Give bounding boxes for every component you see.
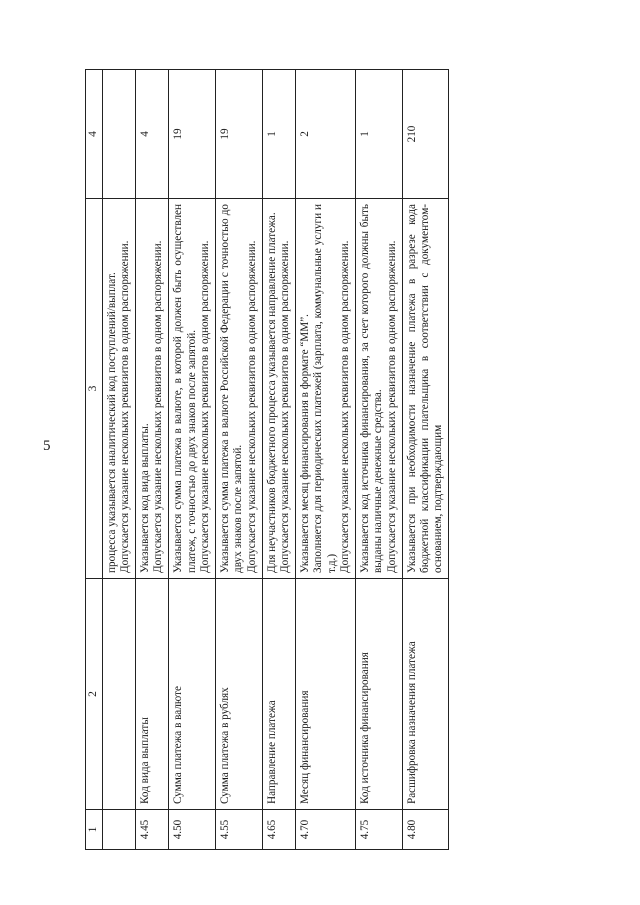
requisite-name-cell: Сумма платежа в рублях <box>216 579 263 810</box>
rotated-table-container <box>85 70 565 850</box>
header-cell: 1 <box>86 810 103 850</box>
requisite-name-cell: Расшифровка назначения платежа <box>402 579 449 810</box>
requisite-description-cell <box>296 199 356 579</box>
table-header-row <box>86 70 103 850</box>
description-paragraph: Указывается месяц финансирования в формате “ММ”. <box>299 314 312 573</box>
description-paragraph: Указывается при необходимости назначение платежа в разрезе кода бюджетной классификации плательщика в соответствии с документом-основанием, подтверждающим <box>405 204 445 573</box>
row-number-cell: 4.70 <box>296 810 356 850</box>
requisite-name-cell: Направление платежа <box>262 579 295 810</box>
field-length-cell: 4 <box>136 70 169 199</box>
description-paragraph: Указывается сумма платежа в валюте, в которой должен быть осуществлен платеж, с точностью до двух знаков после запятой. <box>172 204 198 573</box>
table-body <box>102 70 449 850</box>
requisite-name-cell: Код вида выплаты <box>136 579 169 810</box>
table-row <box>216 70 263 850</box>
row-number-cell: 4.55 <box>216 810 263 850</box>
requisite-description-cell <box>356 199 403 579</box>
table-row <box>296 70 356 850</box>
row-number-cell: 4.65 <box>262 810 295 850</box>
description-paragraph: Допускается указание нескольких реквизитов в одном распоряжении. <box>278 240 291 573</box>
requisite-description-cell <box>169 199 216 579</box>
field-length-cell: 19 <box>169 70 216 199</box>
field-length-cell: 1 <box>262 70 295 199</box>
row-number-cell <box>102 810 135 850</box>
requisite-description-cell <box>216 199 263 579</box>
table-row <box>402 70 449 850</box>
requisite-name-cell <box>102 579 135 810</box>
description-paragraph: Допускается указание нескольких реквизитов в одном распоряжении. <box>198 240 211 573</box>
description-paragraph: Указывается код вида выплаты. <box>139 423 151 573</box>
requisite-description-cell <box>102 199 135 579</box>
row-number-cell: 4.50 <box>169 810 216 850</box>
header-cell: 3 <box>86 199 103 579</box>
row-number-cell: 4.80 <box>402 810 449 850</box>
requisite-description-cell <box>262 199 295 579</box>
requisite-name-cell: Месяц финансирования <box>296 579 356 810</box>
requisite-description-cell <box>402 199 449 579</box>
field-length-cell <box>102 70 135 199</box>
field-length-cell: 2 <box>296 70 356 199</box>
table-row <box>356 70 403 850</box>
field-length-cell: 210 <box>402 70 449 199</box>
header-cell: 2 <box>86 579 103 810</box>
description-paragraph: Допускается указание нескольких реквизитов в одном распоряжении. <box>152 240 165 573</box>
header-cell: 4 <box>86 70 103 199</box>
field-length-cell: 19 <box>216 70 263 199</box>
requisite-name-cell: Сумма платежа в валюте <box>169 579 216 810</box>
field-length-cell: 1 <box>356 70 403 199</box>
description-paragraph: Допускается указание нескольких реквизитов в одном распоряжении. <box>118 240 131 573</box>
page-number: 5 <box>43 438 51 454</box>
table-row <box>136 70 169 850</box>
description-paragraph: Допускается указание нескольких реквизитов в одном распоряжении. <box>338 240 351 573</box>
requisites-table <box>85 69 449 850</box>
table-row <box>169 70 216 850</box>
table-row <box>102 70 135 850</box>
table-row <box>262 70 295 850</box>
row-number-cell: 4.75 <box>356 810 403 850</box>
description-paragraph: Заполняется для периодических платежей (зарплата, коммунальные услуги и т.д.) <box>312 204 338 573</box>
description-paragraph: Для неучастников бюджетного процесса указывается направление платежа. <box>265 212 278 573</box>
description-paragraph: Допускается указание нескольких реквизитов в одном распоряжении. <box>245 240 258 573</box>
requisite-description-cell <box>136 199 169 579</box>
description-paragraph: процесса указывается аналитический код поступлений/выплат. <box>105 272 118 573</box>
description-paragraph: Допускается указание нескольких реквизитов в одном распоряжении. <box>385 240 398 573</box>
description-paragraph: Указывается код источника финансирования, за счет которого должны быть выданы наличные денежные средства. <box>359 204 385 573</box>
description-paragraph: Указывается сумма платежа в валюте Российской Федерации с точностью до двух знаков после запятой. <box>219 204 245 573</box>
requisite-name-cell: Код источника финансирования <box>356 579 403 810</box>
row-number-cell: 4.45 <box>136 810 169 850</box>
